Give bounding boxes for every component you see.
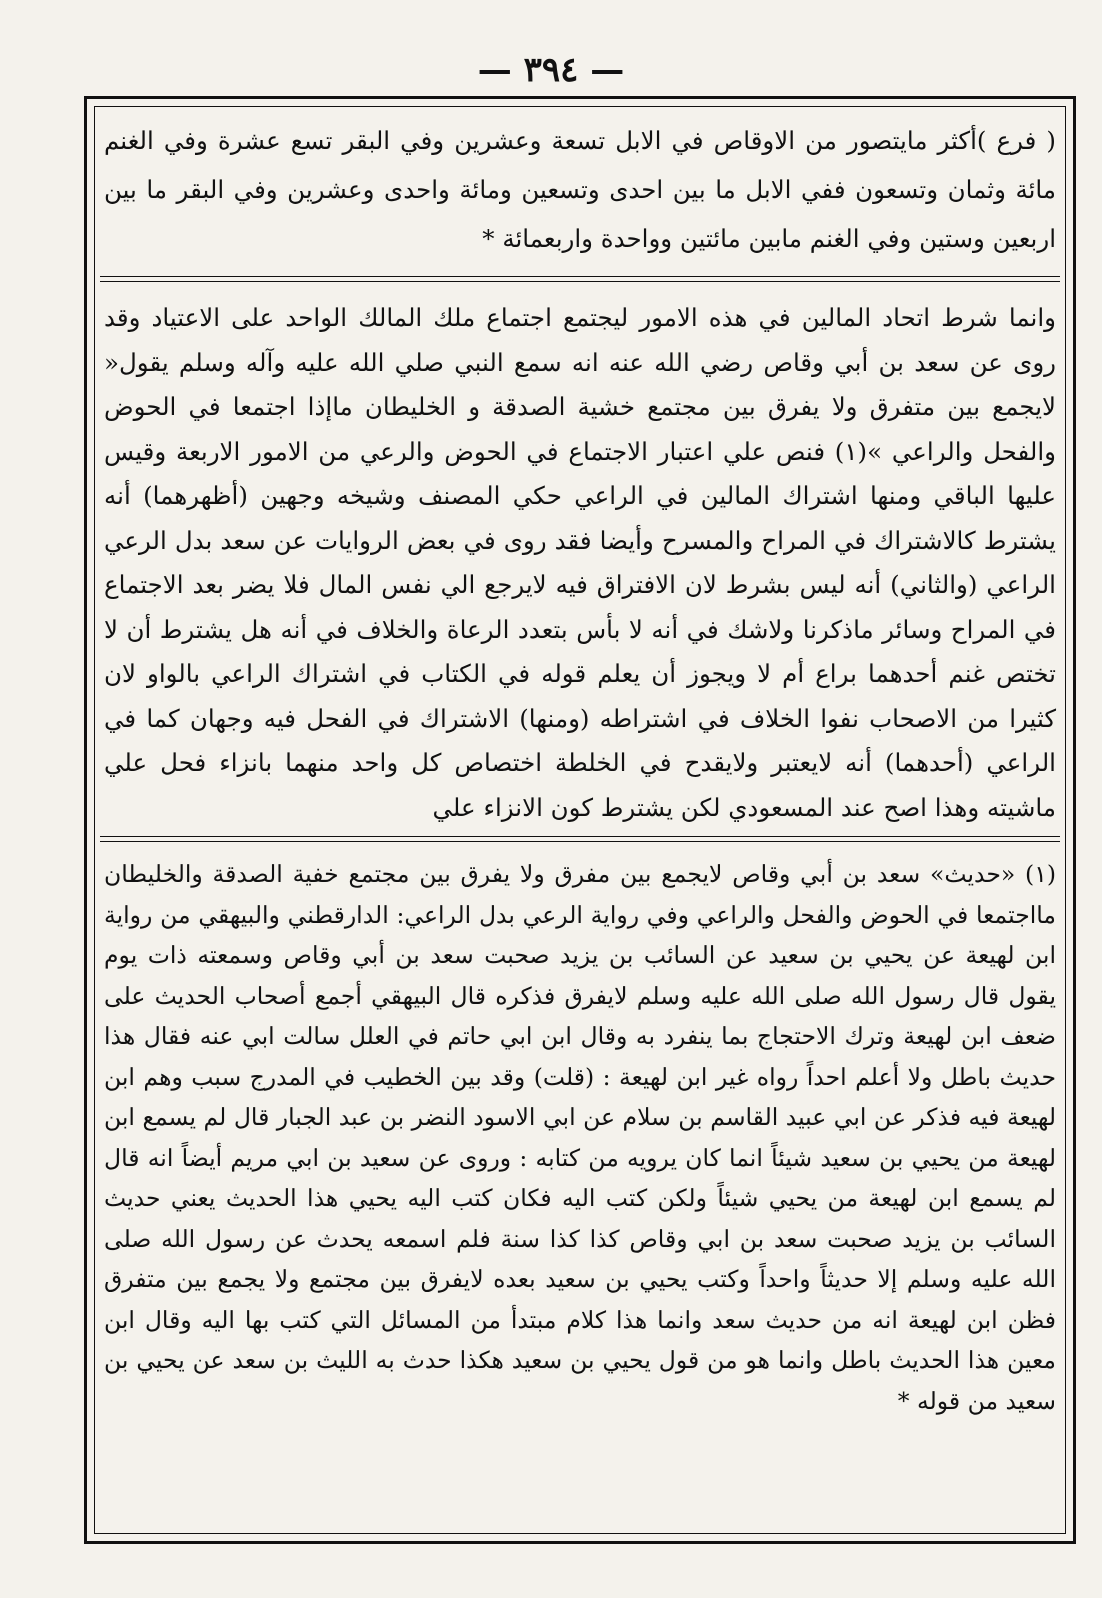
main-paragraph: وانما شرط اتحاد المالين في هذه الامور ليجتمع اجتماع ملك المالك الواحد على الاعتياد وقد روى عن سعد بن أبي وقاص رضي الله عنه انه سمع النبي صلي الله عليه وآله وسلم يقول« لايجمع بين متفرق ولا يفرق بين مجتمع خشية الصدقة و الخليطان ماإذا اجتمعا في الحوض والفحل والراعي »(١) فنص علي اعتبار الاجتماع في الحوض والرعي من الامور الاربعة وقيس عليها الباقي ومنها اشتراك المالين في الراعي حكي المصنف وشيخه وجهين (أظهرهما) أنه يشترط كالاشتراك في المراح والمسرح وأيضا فقد روى في بعض الروايات عن سعد بدل الرعي الراعي (والثاني) أنه ليس بشرط لان الافتراق فيه لايرجع الي نفس المال فلا يضر بعد الاجتماع في المراح وسائر ماذكرنا ولاشك في أنه لا بأس بتعدد الرعاة والخلاف في أنه هل يشترط أن لا تختص غنم أحدهما براع أم لا ويجوز أن يعلم قوله في الكتاب في اشتراك الراعي بالواو لان كثيرا من الاصحاب نفوا الخلاف في اشتراطه (ومنها) الاشتراك في الفحل فيه وجهان كما في الراعي (أحدهما) أنه لايعتبر ولايقدح في الخلطة اختصاص كل واحد منهما بانزاء فحل علي ماشيته وهذا اصح عند المسعودي لكن يشترط كون الانزاء علي [104,303,1057,822]
main-section [104,296,1056,826]
divider-top [100,276,1060,277]
far-section [104,116,1056,274]
page-number: — ٣٩٤ — [477,50,625,90]
footnote-paragraph: (١) «حديث» سعد بن أبي وقاص لايجمع بين مفرق ولا يفرق بين مجتمع خفية الصدقة والخليطان مااجتمعا في الحوض والفحل والراعي وفي رواية الرعي بدل الراعي: الدارقطني والبيهقي من رواية ابن لهيعة عن يحيي بن سعيد عن السائب بن يزيد صحبت سعد بن أبي وقاص وسمعته ذات يوم يقول قال رسول الله صلى الله عليه وسلم لايفرق فذكره قال البيهقي أجمع أصحاب الحديث على ضعف ابن لهيعة وترك الاحتجاج بما ينفرد به وقال ابن ابي حاتم في العلل سالت ابي عنه فقال هذا حديث باطل ولا أعلم احداً رواه غير ابن لهيعة : (قلت) وقد بين الخطيب في المدرج سبب وهم ابن لهيعة فيه فذكر عن ابي عبيد القاسم بن سلام عن ابي الاسود النضر بن عبد الجبار قال لم يسمع ابن لهيعة من يحيي بن سعيد شيئاً انما كان يرويه من كتابه : وروى عن سعيد بن ابي مريم أيضاً انه قال لم يسمع ابن لهيعة من يحيي شيئاً ولكن كتب اليه فكان كتب اليه يحيي هذا الحديث يعني حديث السائب بن يزيد صحبت سعد بن ابي وقاص كذا كذا سنة فلم اسمعه يحدث عن رسول الله صلى الله عليه وسلم إلا حديثاً واحداً وكتب يحيي بن سعيد بعده لايفرق بين مجتمع ولا يجمع بين متفرق فظن ابن لهيعة انه من حديث سعد وانما هذا كلام مبتدأ من المسائل التي كتب بها اليه وقال ابن معين هذا الحديث باطل وانما هو من قول يحيي بن سعيد هكذا حدث به الليث بن سعد عن يحيي بن سعيد من قوله * [104,860,1056,1415]
divider-top-double [100,281,1060,282]
divider-footnote-double [100,841,1060,842]
far-paragraph: ( فرع )أكثر مايتصور من الاوقاص في الابل تسعة وعشرين وفي البقر تسع عشرة وفي الغنم مائة وثمان وتسعون ففي الابل ما بين احدى وتسعين ومائة واحدى وعشرين وفي البقر ما بين اربعين وستين وفي الغنم مابين مائتين وواحدة واربعمائة * [104,126,1056,253]
footnote-section [104,854,1056,1514]
divider-footnote [100,836,1060,837]
